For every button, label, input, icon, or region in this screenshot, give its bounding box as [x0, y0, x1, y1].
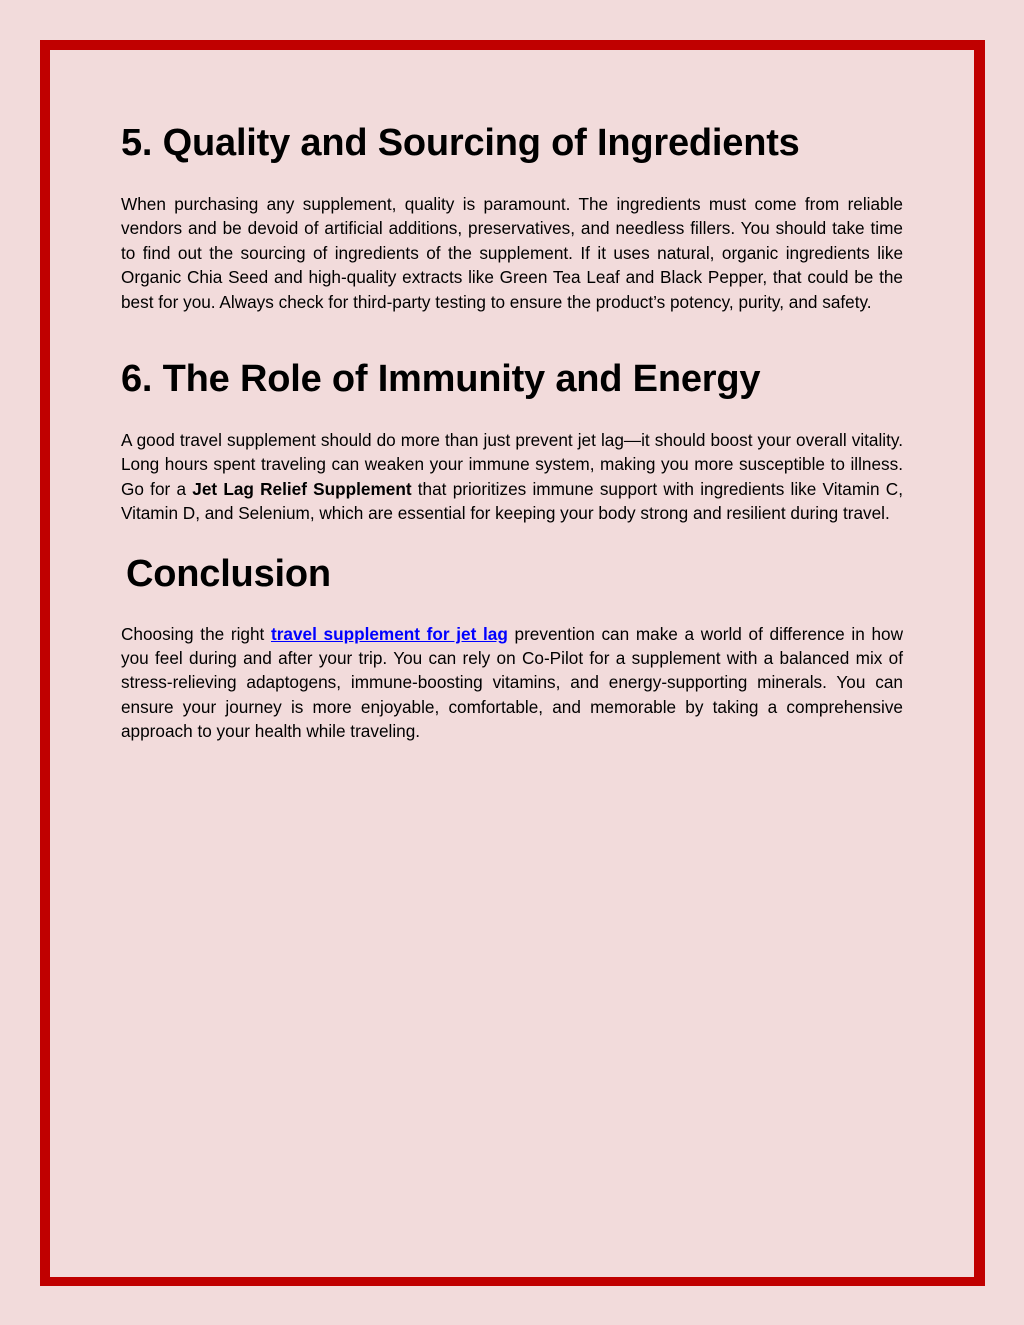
section-paragraph-conclusion	[121, 622, 903, 744]
immunity-text-before-bold: A good travel supplement should do more than just prevent jet lag—it should boost your overall vitality. Long hours spent traveling can weaken your immune system, making you more susceptible to illness. Go for a	[121, 430, 903, 499]
section-heading-quality: 5. Quality and Sourcing of Ingredients	[121, 122, 800, 164]
conclusion-text-before-link: Choosing the right	[121, 623, 271, 644]
document-content	[121, 121, 903, 744]
section-heading-conclusion: Conclusion	[126, 552, 331, 595]
section-heading-immunity: 6. The Role of Immunity and Energy	[121, 358, 761, 401]
jet-lag-relief-supplement-bold: Jet Lag Relief Supplement	[192, 478, 412, 499]
section-paragraph-quality: When purchasing any supplement, quality is paramount. The ingredients must come from reliable vendors and be devoid of artificial additions, preservatives, and needless fillers. You should take time to find out the sourcing of ingredients of the supplement. If it uses natural, organic ingredients like Organic Chia Seed and high-quality extracts like Green Tea Leaf and Black Pepper, that could be the best for you. Always check for third-party testing to ensure the product’s potency, purity, and safety.	[121, 194, 903, 312]
travel-supplement-link[interactable]: travel supplement for jet lag	[270, 623, 508, 644]
immunity-text-after-bold: that prioritizes immune support with ingredients like Vitamin C, Vitamin D, and Selenium, which are essential for keeping your body strong and resilient during travel.	[121, 478, 903, 524]
section-paragraph-immunity	[121, 428, 903, 526]
conclusion-text-after-link: prevention can make a world of difference in how you feel during and after your trip. You can rely on Co-Pilot for a supplement with a balanced mix of stress-relieving adaptogens, immune-boosting vitamins, and energy-supporting minerals. You can ensure your journey is more enjoyable, comfortable, and memorable by taking a comprehensive approach to your health while traveling.	[121, 623, 903, 742]
